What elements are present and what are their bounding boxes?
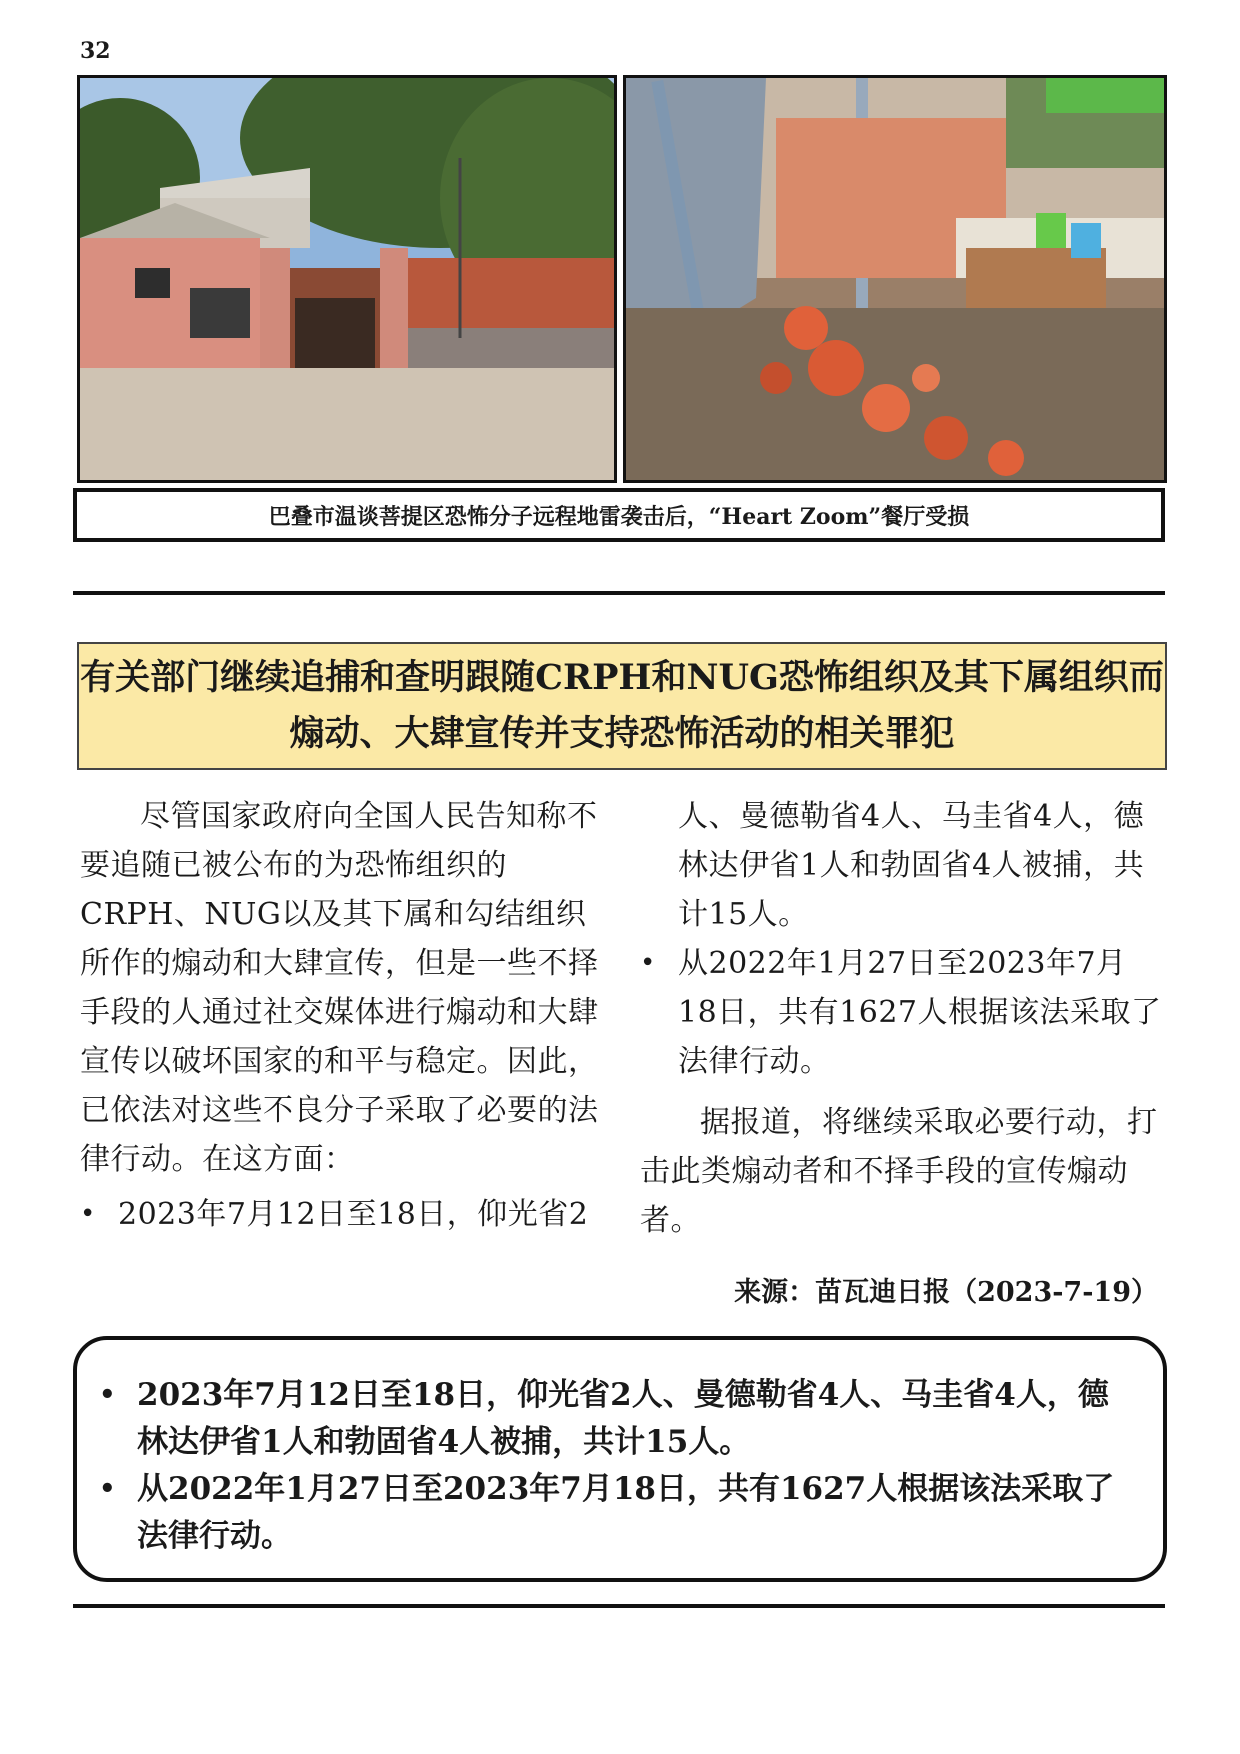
article-left-column — [80, 792, 605, 1239]
bottom-divider — [73, 1604, 1165, 1608]
summary-box — [73, 1336, 1167, 1582]
summary-item-1: • 2023年7月12日至18日，仰光省2人、曼德勒省4人、马圭省4人，德林达伊省1人和勃固省4人被捕，共计15人。 — [99, 1372, 1139, 1466]
article-bullet-2: • 从2022年1月27日至2023年7月18日，共有1627人根据该法采取了法律行动。 — [640, 939, 1165, 1086]
restaurant-exterior-photo — [77, 75, 617, 483]
article-source: 来源：苗瓦迪日报（2023-7-19） — [734, 1277, 1158, 1308]
article-paragraph-2: 据报道，将继续采取必要行动，打击此类煽动者和不择手段的宣传煽动者。 — [640, 1105, 1158, 1238]
headline-line-1: 有关部门继续追捕和查明跟随CRPH和NUG恐怖组织及其下属组织而 — [80, 657, 1164, 698]
summary-list — [99, 1372, 1139, 1560]
article-paragraph-1: 尽管国家政府向全国人民告知称不要追随已被公布的为恐怖组织的CRPH、NUG以及其下属和勾结组织所作的煽动和大肆宣传，但是一些不择手段的人通过社交媒体进行煽动和大肆宣传以破坏国家的和平与稳定。因此，已依法对这些不良分子采取了必要的法律行动。在这方面： — [80, 799, 599, 1177]
article-bullet-1: • 2023年7月12日至18日，仰光省2 — [80, 1190, 605, 1239]
article-right-column — [640, 792, 1165, 1245]
summary-item-2: • 从2022年1月27日至2023年7月18日，共有1627人根据该法采取了法律行动。 — [99, 1466, 1139, 1560]
article-bullet-list-right — [640, 939, 1165, 1086]
article-headline — [77, 642, 1167, 770]
article-bullet-list-left — [80, 1190, 605, 1239]
photo-caption: 巴叠市温谈菩提区恐怖分子远程地雷袭击后，“Heart Zoom”餐厅受损 — [73, 488, 1165, 542]
top-divider — [73, 591, 1165, 595]
headline-line-2: 煽动、大肆宣传并支持恐怖活动的相关罪犯 — [289, 713, 955, 754]
page-number: 32 — [80, 38, 111, 64]
article-bullet-1-continued: 人、曼德勒省4人、马圭省4人，德林达伊省1人和勃固省4人被捕，共计15人。 — [678, 799, 1145, 932]
damaged-interior-photo — [623, 75, 1167, 483]
